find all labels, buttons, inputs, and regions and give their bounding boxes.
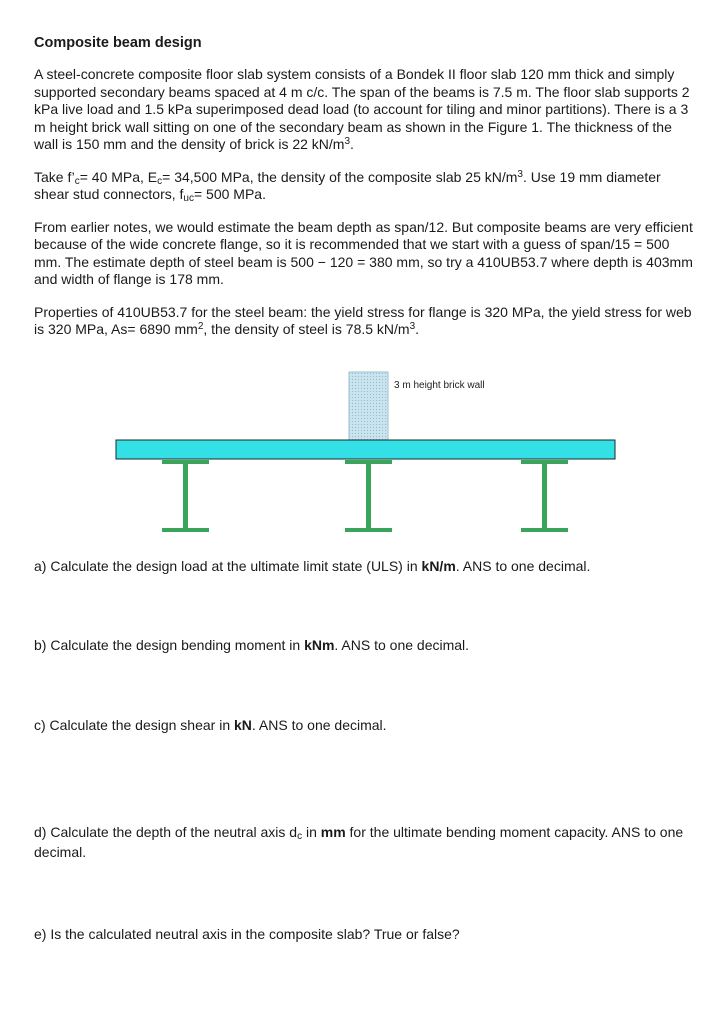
para4-sup-1: 2 (197, 321, 204, 332)
question-a (34, 556, 694, 576)
para2-sub-2: c (157, 175, 163, 187)
floor-system-diagram (34, 364, 694, 564)
para2-text-1: Take f’ (34, 168, 75, 185)
question-b-end: . ANS to one decimal. (334, 637, 470, 653)
para4-text-3: . (415, 321, 420, 337)
question-e (34, 924, 694, 944)
secondary-beam-right (521, 460, 568, 532)
problem-description (34, 66, 694, 154)
document-page (34, 34, 694, 942)
question-a-end: . ANS to one decimal. (455, 558, 591, 574)
composite-slab (116, 440, 615, 459)
para1-superscript: 3 (344, 136, 351, 147)
question-d (34, 822, 694, 862)
question-e-text: e) Is the calculated neutral axis in the composite slab? True or false? (34, 926, 460, 942)
question-b (34, 635, 694, 655)
para1-end: . (350, 136, 354, 152)
para2-sup-1: 3 (517, 168, 523, 180)
question-c-unit: kN (234, 717, 252, 733)
figure-1 (34, 364, 694, 564)
para4-text-2: , the density of steel is 78.5 kN/m (203, 321, 410, 337)
para2-text-3: = 34,500 MPa, the density of the composite slab 25 kN/m (162, 168, 518, 185)
brick-wall (349, 372, 388, 440)
page-title: Composite beam design (34, 35, 202, 51)
secondary-beam-middle (345, 460, 392, 532)
question-a-text: a) Calculate the design load at the ultimate limit state (ULS) in (34, 558, 422, 574)
para4-sup-2: 3 (409, 321, 416, 332)
beam-depth-estimate: From earlier notes, we would estimate the beam depth as span/12. But composite beams are very efficient because of the wide concrete flange, so it is recommended that we start with a guess of span/15 = 500 mm. The estimate depth of steel beam is 500 − 120 = 380 mm, so try a 410UB53.7 where depth is 403mm and width of flange is 178 mm. (34, 218, 693, 287)
question-d-unit: mm (320, 824, 346, 840)
question-c (34, 715, 694, 735)
para2-sub-1: c (74, 175, 80, 187)
question-d-text: d) Calculate the depth of the neutral axis d (34, 824, 298, 840)
question-a-unit: kN/m (421, 558, 456, 574)
question-b-text: b) Calculate the design bending moment in (34, 637, 305, 653)
question-d-text-2: in (302, 824, 321, 840)
secondary-beam-left (162, 460, 209, 532)
para2-text-5: = 500 MPa. (193, 186, 266, 202)
para2-text-2: = 40 MPa, E (79, 168, 158, 185)
question-c-end: . ANS to one decimal. (251, 717, 387, 733)
question-b-unit: kNm (304, 637, 335, 653)
steel-beam-properties (34, 304, 694, 339)
para4-text-1: Properties of 410UB53.7 for the steel beam: the yield stress for flange is 320 MPa, the yield stress for web is 320 MPa, As= 6890 mm (34, 303, 692, 337)
para1-text: A steel-concrete composite floor slab system consists of a Bondek II floor slab 120 mm thick and simply supported secondary beams spaced at 4 m c/c. The span of the beams is 7.5 m. The floor slab supports 2 kPa live load and 1.5 kPa superimposed dead load (to account for tiling and minor partitions). There is a 3 m height brick wall sitting on one of the secondary beam as shown in the Figure 1. The thickness of the wall is 150 mm and the density of brick is 22 kN/m (34, 66, 690, 152)
para2-text-4: . Use 19 mm diameter shear stud connectors, f (34, 168, 661, 202)
question-d-sub: c (297, 831, 303, 842)
para2-sub-3: uc (183, 193, 194, 204)
material-properties (34, 169, 694, 204)
question-c-text: c) Calculate the design shear in (34, 717, 234, 733)
question-d-end: for the ultimate bending moment capacity. ANS to one decimal. (34, 824, 684, 860)
wall-label: 3 m height brick wall (394, 380, 485, 391)
